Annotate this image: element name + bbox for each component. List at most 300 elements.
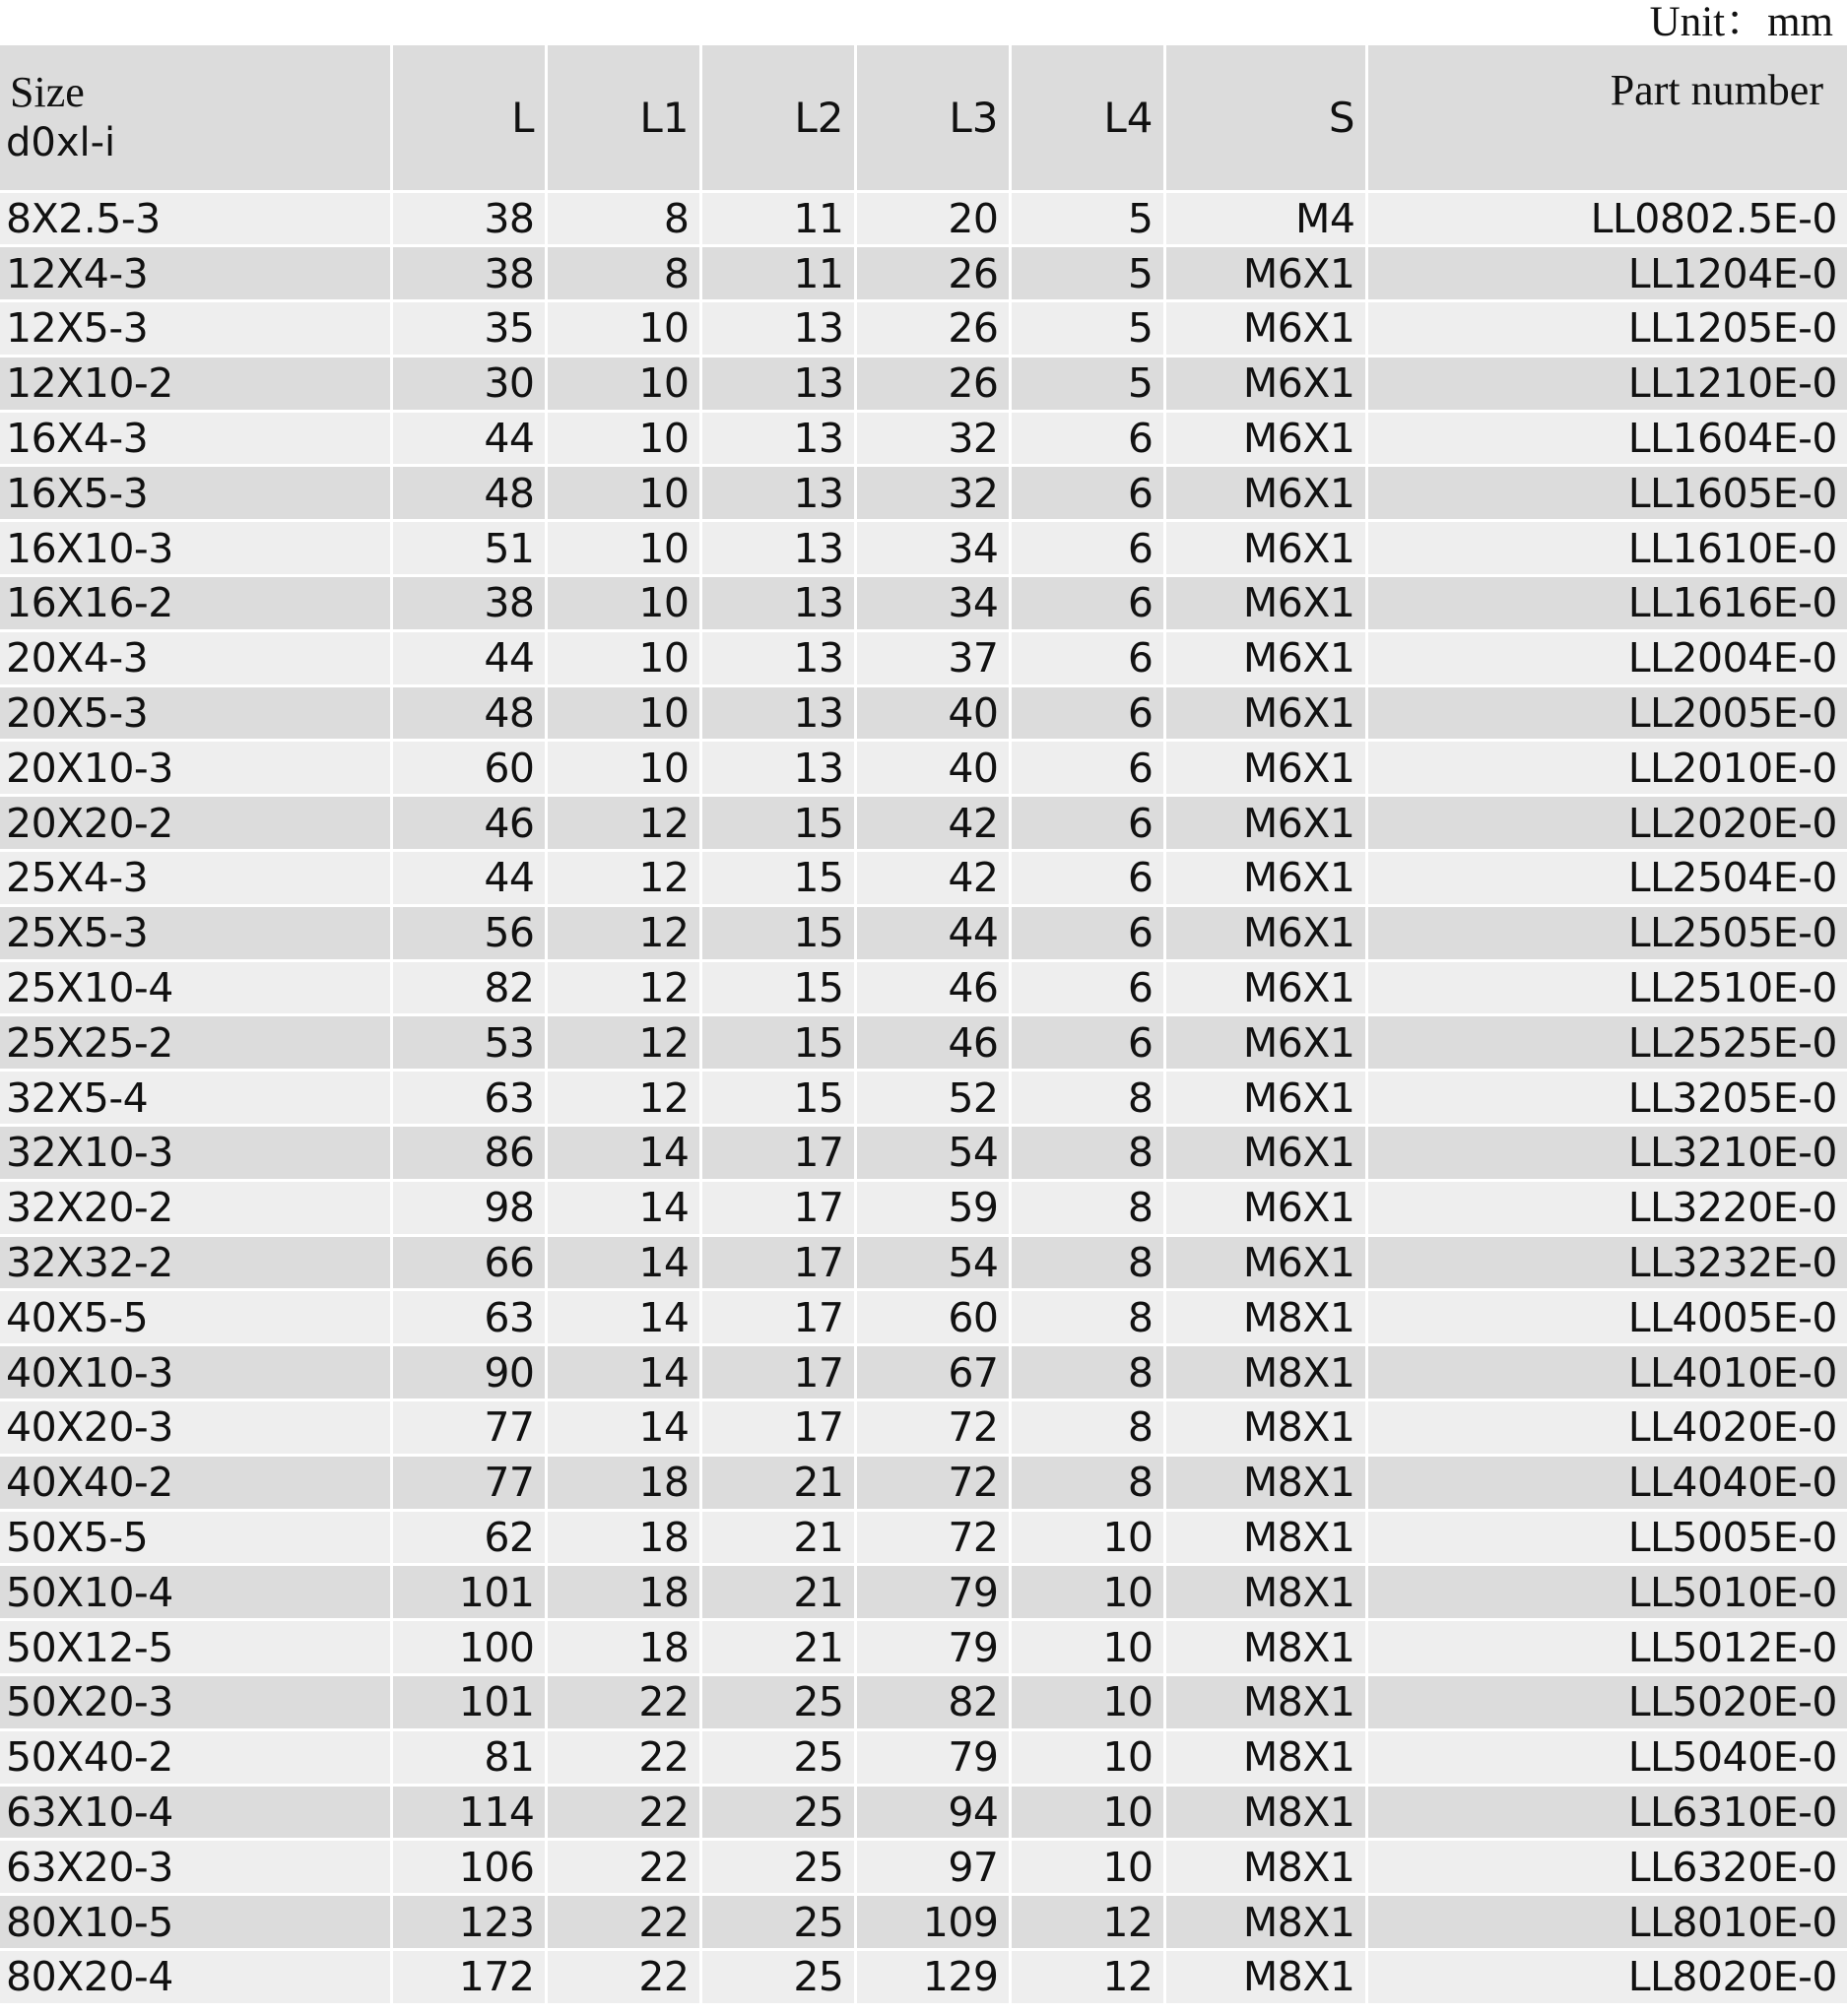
cell-l1: 22 bbox=[546, 1840, 700, 1895]
cell-l4: 6 bbox=[1010, 960, 1164, 1015]
cell-l4: 8 bbox=[1010, 1071, 1164, 1126]
cell-l4: 8 bbox=[1010, 1126, 1164, 1181]
table-row bbox=[0, 1345, 1847, 1400]
cell-l2: 13 bbox=[700, 356, 855, 411]
header-l4: L4 bbox=[1010, 45, 1164, 191]
cell-l: 77 bbox=[391, 1400, 546, 1456]
cell-l4: 6 bbox=[1010, 576, 1164, 631]
cell-l: 86 bbox=[391, 1126, 546, 1181]
cell-l: 63 bbox=[391, 1071, 546, 1126]
cell-part-number: LL2525E-0 bbox=[1366, 1015, 1847, 1071]
cell-l4: 8 bbox=[1010, 1180, 1164, 1235]
cell-l1: 22 bbox=[546, 1675, 700, 1730]
cell-size: 50X12-5 bbox=[0, 1620, 391, 1675]
header-row bbox=[0, 45, 1847, 191]
cell-part-number: LL4010E-0 bbox=[1366, 1345, 1847, 1400]
table-row bbox=[0, 1565, 1847, 1620]
table-row bbox=[0, 1400, 1847, 1456]
cell-l1: 14 bbox=[546, 1400, 700, 1456]
cell-l4: 8 bbox=[1010, 1400, 1164, 1456]
cell-l4: 5 bbox=[1010, 246, 1164, 301]
cell-l1: 14 bbox=[546, 1126, 700, 1181]
cell-l2: 15 bbox=[700, 796, 855, 851]
header-l1: L1 bbox=[546, 45, 700, 191]
cell-l3: 44 bbox=[855, 905, 1010, 960]
cell-part-number: LL2010E-0 bbox=[1366, 741, 1847, 796]
cell-part-number: LL4040E-0 bbox=[1366, 1455, 1847, 1510]
cell-l4: 6 bbox=[1010, 685, 1164, 741]
cell-l4: 5 bbox=[1010, 301, 1164, 357]
cell-part-number: LL0802.5E-0 bbox=[1366, 191, 1847, 246]
header-l: L bbox=[391, 45, 546, 191]
cell-part-number: LL5005E-0 bbox=[1366, 1510, 1847, 1565]
cell-l2: 17 bbox=[700, 1180, 855, 1235]
cell-l3: 79 bbox=[855, 1620, 1010, 1675]
table-row bbox=[0, 576, 1847, 631]
cell-l: 77 bbox=[391, 1455, 546, 1510]
cell-part-number: LL1205E-0 bbox=[1366, 301, 1847, 357]
cell-size: 40X40-2 bbox=[0, 1455, 391, 1510]
cell-size: 63X10-4 bbox=[0, 1785, 391, 1840]
cell-l: 172 bbox=[391, 1950, 546, 2005]
cell-l2: 25 bbox=[700, 1895, 855, 1950]
cell-l: 44 bbox=[391, 411, 546, 466]
cell-l2: 15 bbox=[700, 1071, 855, 1126]
table-row bbox=[0, 630, 1847, 685]
cell-s: M8X1 bbox=[1164, 1675, 1366, 1730]
cell-l3: 20 bbox=[855, 191, 1010, 246]
cell-s: M8X1 bbox=[1164, 1729, 1366, 1785]
cell-l4: 10 bbox=[1010, 1729, 1164, 1785]
cell-l: 56 bbox=[391, 905, 546, 960]
cell-part-number: LL2004E-0 bbox=[1366, 630, 1847, 685]
table-row bbox=[0, 905, 1847, 960]
cell-s: M6X1 bbox=[1164, 796, 1366, 851]
cell-size: 40X5-5 bbox=[0, 1290, 391, 1345]
cell-part-number: LL3205E-0 bbox=[1366, 1071, 1847, 1126]
cell-l4: 10 bbox=[1010, 1675, 1164, 1730]
cell-size: 12X4-3 bbox=[0, 246, 391, 301]
table-row bbox=[0, 466, 1847, 521]
header-size-formula: d0xl-i bbox=[6, 120, 116, 166]
cell-l4: 5 bbox=[1010, 191, 1164, 246]
cell-s: M6X1 bbox=[1164, 356, 1366, 411]
unit-label: Unit：mm bbox=[1649, 0, 1833, 45]
cell-l1: 10 bbox=[546, 521, 700, 576]
cell-l: 114 bbox=[391, 1785, 546, 1840]
cell-l3: 72 bbox=[855, 1400, 1010, 1456]
cell-s: M8X1 bbox=[1164, 1620, 1366, 1675]
cell-s: M8X1 bbox=[1164, 1510, 1366, 1565]
cell-part-number: LL2505E-0 bbox=[1366, 905, 1847, 960]
cell-l4: 8 bbox=[1010, 1235, 1164, 1290]
cell-s: M8X1 bbox=[1164, 1895, 1366, 1950]
cell-size: 25X10-4 bbox=[0, 960, 391, 1015]
cell-part-number: LL6310E-0 bbox=[1366, 1785, 1847, 1840]
cell-l1: 10 bbox=[546, 356, 700, 411]
cell-l3: 82 bbox=[855, 1675, 1010, 1730]
cell-part-number: LL8020E-0 bbox=[1366, 1950, 1847, 2005]
cell-size: 80X10-5 bbox=[0, 1895, 391, 1950]
cell-s: M6X1 bbox=[1164, 960, 1366, 1015]
cell-l2: 15 bbox=[700, 960, 855, 1015]
cell-part-number: LL5040E-0 bbox=[1366, 1729, 1847, 1785]
cell-l1: 12 bbox=[546, 960, 700, 1015]
cell-l2: 13 bbox=[700, 411, 855, 466]
cell-l3: 72 bbox=[855, 1510, 1010, 1565]
cell-l2: 17 bbox=[700, 1126, 855, 1181]
cell-l2: 17 bbox=[700, 1235, 855, 1290]
cell-size: 32X20-2 bbox=[0, 1180, 391, 1235]
cell-s: M6X1 bbox=[1164, 521, 1366, 576]
table-row bbox=[0, 1290, 1847, 1345]
table-row bbox=[0, 1015, 1847, 1071]
table-row bbox=[0, 1455, 1847, 1510]
cell-l2: 21 bbox=[700, 1565, 855, 1620]
cell-l2: 15 bbox=[700, 905, 855, 960]
table-row bbox=[0, 246, 1847, 301]
table-row bbox=[0, 796, 1847, 851]
cell-l2: 11 bbox=[700, 191, 855, 246]
cell-l4: 6 bbox=[1010, 466, 1164, 521]
cell-part-number: LL1605E-0 bbox=[1366, 466, 1847, 521]
cell-l3: 26 bbox=[855, 246, 1010, 301]
cell-l3: 46 bbox=[855, 1015, 1010, 1071]
cell-l: 35 bbox=[391, 301, 546, 357]
cell-l3: 52 bbox=[855, 1071, 1010, 1126]
cell-l4: 8 bbox=[1010, 1290, 1164, 1345]
table-row bbox=[0, 1180, 1847, 1235]
spec-table bbox=[0, 45, 1847, 2006]
cell-l3: 42 bbox=[855, 796, 1010, 851]
cell-l2: 21 bbox=[700, 1620, 855, 1675]
cell-s: M8X1 bbox=[1164, 1345, 1366, 1400]
cell-l4: 10 bbox=[1010, 1620, 1164, 1675]
cell-s: M6X1 bbox=[1164, 1235, 1366, 1290]
header-l3: L3 bbox=[855, 45, 1010, 191]
cell-l4: 8 bbox=[1010, 1455, 1164, 1510]
cell-size: 20X4-3 bbox=[0, 630, 391, 685]
cell-l1: 18 bbox=[546, 1565, 700, 1620]
cell-size: 16X5-3 bbox=[0, 466, 391, 521]
cell-l: 38 bbox=[391, 576, 546, 631]
cell-l1: 18 bbox=[546, 1620, 700, 1675]
cell-l3: 129 bbox=[855, 1950, 1010, 2005]
cell-part-number: LL4020E-0 bbox=[1366, 1400, 1847, 1456]
cell-l4: 10 bbox=[1010, 1510, 1164, 1565]
cell-l: 48 bbox=[391, 685, 546, 741]
cell-l1: 10 bbox=[546, 411, 700, 466]
cell-s: M8X1 bbox=[1164, 1785, 1366, 1840]
cell-l3: 79 bbox=[855, 1565, 1010, 1620]
cell-l: 106 bbox=[391, 1840, 546, 1895]
cell-part-number: LL1210E-0 bbox=[1366, 356, 1847, 411]
cell-l2: 15 bbox=[700, 851, 855, 906]
cell-l1: 18 bbox=[546, 1455, 700, 1510]
cell-l: 46 bbox=[391, 796, 546, 851]
cell-l1: 22 bbox=[546, 1895, 700, 1950]
cell-size: 25X4-3 bbox=[0, 851, 391, 906]
cell-l4: 6 bbox=[1010, 630, 1164, 685]
header-part-number: Part number bbox=[1366, 45, 1847, 191]
cell-l3: 67 bbox=[855, 1345, 1010, 1400]
cell-l: 51 bbox=[391, 521, 546, 576]
cell-l: 123 bbox=[391, 1895, 546, 1950]
cell-l4: 8 bbox=[1010, 1345, 1164, 1400]
cell-size: 16X16-2 bbox=[0, 576, 391, 631]
cell-l: 44 bbox=[391, 630, 546, 685]
cell-l3: 72 bbox=[855, 1455, 1010, 1510]
cell-l3: 26 bbox=[855, 356, 1010, 411]
table-row bbox=[0, 1895, 1847, 1950]
table-row bbox=[0, 1510, 1847, 1565]
cell-l: 48 bbox=[391, 466, 546, 521]
cell-l3: 54 bbox=[855, 1126, 1010, 1181]
table-row bbox=[0, 301, 1847, 357]
cell-l1: 14 bbox=[546, 1290, 700, 1345]
cell-s: M6X1 bbox=[1164, 1071, 1366, 1126]
cell-part-number: LL1616E-0 bbox=[1366, 576, 1847, 631]
table-row bbox=[0, 1675, 1847, 1730]
cell-size: 20X5-3 bbox=[0, 685, 391, 741]
cell-l3: 32 bbox=[855, 466, 1010, 521]
cell-part-number: LL1610E-0 bbox=[1366, 521, 1847, 576]
cell-l2: 17 bbox=[700, 1400, 855, 1456]
cell-s: M8X1 bbox=[1164, 1455, 1366, 1510]
table-row bbox=[0, 1126, 1847, 1181]
cell-l2: 15 bbox=[700, 1015, 855, 1071]
cell-l2: 25 bbox=[700, 1729, 855, 1785]
cell-l1: 10 bbox=[546, 685, 700, 741]
cell-l2: 21 bbox=[700, 1455, 855, 1510]
cell-size: 20X10-3 bbox=[0, 741, 391, 796]
cell-l3: 46 bbox=[855, 960, 1010, 1015]
table-row bbox=[0, 1071, 1847, 1126]
cell-size: 40X10-3 bbox=[0, 1345, 391, 1400]
cell-size: 80X20-4 bbox=[0, 1950, 391, 2005]
cell-s: M8X1 bbox=[1164, 1290, 1366, 1345]
cell-l1: 8 bbox=[546, 246, 700, 301]
cell-l1: 10 bbox=[546, 630, 700, 685]
cell-size: 25X5-3 bbox=[0, 905, 391, 960]
table-row bbox=[0, 411, 1847, 466]
cell-s: M6X1 bbox=[1164, 1180, 1366, 1235]
cell-l1: 22 bbox=[546, 1785, 700, 1840]
cell-l3: 59 bbox=[855, 1180, 1010, 1235]
cell-l: 101 bbox=[391, 1675, 546, 1730]
cell-size: 20X20-2 bbox=[0, 796, 391, 851]
header-l2: L2 bbox=[700, 45, 855, 191]
cell-part-number: LL5012E-0 bbox=[1366, 1620, 1847, 1675]
cell-l3: 26 bbox=[855, 301, 1010, 357]
cell-l3: 54 bbox=[855, 1235, 1010, 1290]
cell-l1: 12 bbox=[546, 905, 700, 960]
cell-l1: 18 bbox=[546, 1510, 700, 1565]
table-row bbox=[0, 191, 1847, 246]
cell-l: 60 bbox=[391, 741, 546, 796]
cell-l2: 13 bbox=[700, 466, 855, 521]
table-row bbox=[0, 685, 1847, 741]
cell-l2: 13 bbox=[700, 301, 855, 357]
cell-s: M6X1 bbox=[1164, 851, 1366, 906]
cell-l2: 17 bbox=[700, 1345, 855, 1400]
header-size bbox=[0, 45, 391, 191]
cell-size: 63X20-3 bbox=[0, 1840, 391, 1895]
cell-s: M6X1 bbox=[1164, 1126, 1366, 1181]
cell-size: 32X5-4 bbox=[0, 1071, 391, 1126]
cell-l: 44 bbox=[391, 851, 546, 906]
cell-l3: 32 bbox=[855, 411, 1010, 466]
cell-l2: 25 bbox=[700, 1950, 855, 2005]
header-s: S bbox=[1164, 45, 1366, 191]
cell-s: M6X1 bbox=[1164, 685, 1366, 741]
cell-l3: 60 bbox=[855, 1290, 1010, 1345]
cell-part-number: LL5020E-0 bbox=[1366, 1675, 1847, 1730]
cell-part-number: LL8010E-0 bbox=[1366, 1895, 1847, 1950]
cell-l1: 14 bbox=[546, 1180, 700, 1235]
cell-l: 90 bbox=[391, 1345, 546, 1400]
cell-l4: 6 bbox=[1010, 411, 1164, 466]
cell-part-number: LL2005E-0 bbox=[1366, 685, 1847, 741]
table-row bbox=[0, 1729, 1847, 1785]
table-row bbox=[0, 1235, 1847, 1290]
cell-l4: 12 bbox=[1010, 1950, 1164, 2005]
cell-s: M6X1 bbox=[1164, 630, 1366, 685]
cell-l3: 94 bbox=[855, 1785, 1010, 1840]
cell-l4: 12 bbox=[1010, 1895, 1164, 1950]
cell-part-number: LL2504E-0 bbox=[1366, 851, 1847, 906]
cell-l3: 42 bbox=[855, 851, 1010, 906]
cell-l3: 40 bbox=[855, 685, 1010, 741]
cell-size: 50X40-2 bbox=[0, 1729, 391, 1785]
cell-l2: 21 bbox=[700, 1510, 855, 1565]
cell-l3: 109 bbox=[855, 1895, 1010, 1950]
cell-l1: 14 bbox=[546, 1345, 700, 1400]
cell-l1: 22 bbox=[546, 1729, 700, 1785]
cell-l2: 13 bbox=[700, 576, 855, 631]
cell-size: 16X4-3 bbox=[0, 411, 391, 466]
cell-l1: 10 bbox=[546, 466, 700, 521]
cell-l: 38 bbox=[391, 191, 546, 246]
cell-l1: 12 bbox=[546, 796, 700, 851]
cell-size: 12X5-3 bbox=[0, 301, 391, 357]
cell-size: 40X20-3 bbox=[0, 1400, 391, 1456]
cell-l2: 13 bbox=[700, 630, 855, 685]
table-row bbox=[0, 1950, 1847, 2005]
cell-s: M6X1 bbox=[1164, 246, 1366, 301]
cell-part-number: LL4005E-0 bbox=[1366, 1290, 1847, 1345]
cell-size: 50X10-4 bbox=[0, 1565, 391, 1620]
cell-size: 50X20-3 bbox=[0, 1675, 391, 1730]
cell-l4: 5 bbox=[1010, 356, 1164, 411]
cell-l2: 13 bbox=[700, 521, 855, 576]
cell-l: 53 bbox=[391, 1015, 546, 1071]
cell-l1: 12 bbox=[546, 1015, 700, 1071]
cell-part-number: LL3210E-0 bbox=[1366, 1126, 1847, 1181]
table-row bbox=[0, 1620, 1847, 1675]
cell-l2: 25 bbox=[700, 1675, 855, 1730]
cell-size: 32X10-3 bbox=[0, 1126, 391, 1181]
cell-l: 30 bbox=[391, 356, 546, 411]
cell-l4: 6 bbox=[1010, 851, 1164, 906]
cell-l4: 6 bbox=[1010, 796, 1164, 851]
table-row bbox=[0, 851, 1847, 906]
cell-s: M6X1 bbox=[1164, 1015, 1366, 1071]
cell-s: M6X1 bbox=[1164, 466, 1366, 521]
header-size-title: Size bbox=[10, 68, 85, 117]
cell-size: 50X5-5 bbox=[0, 1510, 391, 1565]
cell-s: M8X1 bbox=[1164, 1400, 1366, 1456]
cell-l3: 40 bbox=[855, 741, 1010, 796]
cell-l4: 10 bbox=[1010, 1840, 1164, 1895]
cell-l: 62 bbox=[391, 1510, 546, 1565]
cell-l: 101 bbox=[391, 1565, 546, 1620]
cell-l2: 17 bbox=[700, 1290, 855, 1345]
cell-l4: 6 bbox=[1010, 905, 1164, 960]
cell-l: 66 bbox=[391, 1235, 546, 1290]
cell-l1: 10 bbox=[546, 576, 700, 631]
cell-l1: 14 bbox=[546, 1235, 700, 1290]
cell-l1: 10 bbox=[546, 741, 700, 796]
cell-l4: 6 bbox=[1010, 741, 1164, 796]
cell-l: 100 bbox=[391, 1620, 546, 1675]
cell-part-number: LL3232E-0 bbox=[1366, 1235, 1847, 1290]
cell-l1: 12 bbox=[546, 851, 700, 906]
cell-part-number: LL5010E-0 bbox=[1366, 1565, 1847, 1620]
cell-part-number: LL6320E-0 bbox=[1366, 1840, 1847, 1895]
cell-size: 8X2.5-3 bbox=[0, 191, 391, 246]
cell-part-number: LL2020E-0 bbox=[1366, 796, 1847, 851]
cell-l4: 10 bbox=[1010, 1565, 1164, 1620]
table-row bbox=[0, 1785, 1847, 1840]
cell-l2: 13 bbox=[700, 741, 855, 796]
cell-l3: 37 bbox=[855, 630, 1010, 685]
cell-l2: 11 bbox=[700, 246, 855, 301]
cell-s: M8X1 bbox=[1164, 1840, 1366, 1895]
cell-s: M6X1 bbox=[1164, 905, 1366, 960]
cell-l1: 12 bbox=[546, 1071, 700, 1126]
cell-l4: 10 bbox=[1010, 1785, 1164, 1840]
cell-l3: 97 bbox=[855, 1840, 1010, 1895]
cell-part-number: LL3220E-0 bbox=[1366, 1180, 1847, 1235]
cell-part-number: LL1204E-0 bbox=[1366, 246, 1847, 301]
cell-l1: 10 bbox=[546, 301, 700, 357]
cell-size: 25X25-2 bbox=[0, 1015, 391, 1071]
cell-l2: 25 bbox=[700, 1785, 855, 1840]
cell-l4: 6 bbox=[1010, 521, 1164, 576]
table-row bbox=[0, 521, 1847, 576]
cell-l: 82 bbox=[391, 960, 546, 1015]
cell-s: M6X1 bbox=[1164, 411, 1366, 466]
cell-l: 81 bbox=[391, 1729, 546, 1785]
cell-l3: 34 bbox=[855, 576, 1010, 631]
cell-s: M8X1 bbox=[1164, 1950, 1366, 2005]
cell-s: M8X1 bbox=[1164, 1565, 1366, 1620]
cell-l3: 79 bbox=[855, 1729, 1010, 1785]
cell-l4: 6 bbox=[1010, 1015, 1164, 1071]
cell-l2: 25 bbox=[700, 1840, 855, 1895]
cell-s: M6X1 bbox=[1164, 576, 1366, 631]
cell-s: M6X1 bbox=[1164, 301, 1366, 357]
table-row bbox=[0, 960, 1847, 1015]
cell-size: 16X10-3 bbox=[0, 521, 391, 576]
cell-s: M4 bbox=[1164, 191, 1366, 246]
table-row bbox=[0, 1840, 1847, 1895]
cell-s: M6X1 bbox=[1164, 741, 1366, 796]
cell-l2: 13 bbox=[700, 685, 855, 741]
cell-part-number: LL1604E-0 bbox=[1366, 411, 1847, 466]
cell-l3: 34 bbox=[855, 521, 1010, 576]
